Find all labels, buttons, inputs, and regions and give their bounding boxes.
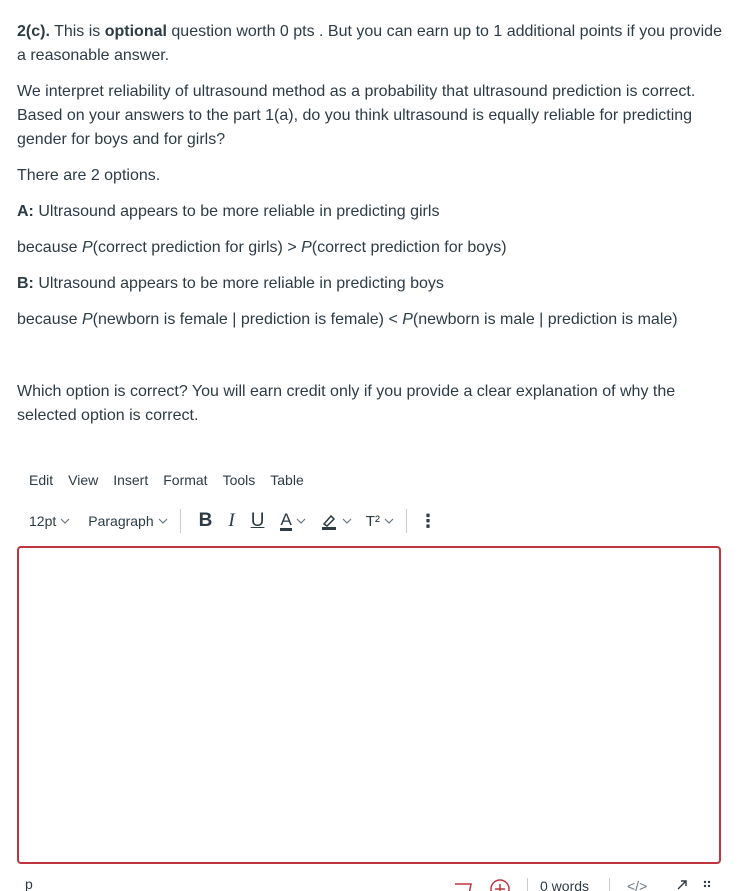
- toolbar-divider: [406, 509, 407, 533]
- editor-statusbar: [17, 872, 722, 891]
- italic-button[interactable]: I: [228, 510, 235, 531]
- question-text: [17, 20, 722, 440]
- option-a: A: Ultrasound appears to be more reliable in predicting girls: [17, 203, 440, 220]
- accessibility-checker-icon[interactable]: [453, 880, 473, 891]
- font-size-select[interactable]: 12pt: [29, 507, 70, 535]
- chevron-down-icon: [158, 516, 168, 526]
- underline-button[interactable]: U: [250, 510, 265, 531]
- superscript-button[interactable]: T²: [366, 507, 394, 535]
- question-intro: 2(c). This is optional question worth 0 pts . But you can earn up to 1 additional points if you provide a reasonable answer.: [17, 23, 722, 64]
- options-intro: There are 2 options.: [17, 167, 161, 184]
- question-paragraph: We interpret reliability of ultrasound method as a probability that ultrasound prediction is correct. Based on your answers to the part 1(a), do you think ultrasound is equally reliable for predicting gender for boys and for girls?: [17, 83, 696, 148]
- word-count[interactable]: 0 words: [540, 878, 590, 891]
- more-options-button[interactable]: ⋮: [418, 510, 437, 531]
- highlighter-icon: [320, 512, 338, 530]
- menu-edit[interactable]: Edit: [29, 472, 54, 488]
- question-label: 2(c).: [17, 23, 50, 40]
- add-content-icon[interactable]: [489, 878, 511, 891]
- toolbar-divider: [527, 878, 528, 891]
- answer-editor[interactable]: [17, 546, 721, 864]
- chevron-down-icon: [296, 516, 306, 526]
- html-editor-toggle[interactable]: </>: [627, 878, 648, 891]
- menu-table[interactable]: Table: [270, 472, 304, 488]
- chevron-down-icon: [384, 516, 394, 526]
- resize-handle-icon[interactable]: [703, 880, 711, 891]
- editor-menubar: [29, 472, 319, 492]
- option-a-reason: because P(correct prediction for girls) > P(correct prediction for boys): [17, 239, 507, 256]
- toolbar-divider: [609, 878, 610, 891]
- menu-tools[interactable]: Tools: [222, 472, 256, 488]
- menu-view[interactable]: View: [68, 472, 99, 488]
- option-b-reason: because P(newborn is female | prediction is female) < P(newborn is male | prediction is male): [17, 311, 678, 328]
- text-color-button[interactable]: A: [280, 507, 305, 535]
- question-closing: Which option is correct? You will earn credit only if you provide a clear explanation of why the selected option is correct.: [17, 383, 676, 424]
- menu-insert[interactable]: Insert: [113, 472, 149, 488]
- toolbar-divider: [180, 509, 181, 533]
- bold-button[interactable]: B: [198, 510, 213, 531]
- option-b: B: Ultrasound appears to be more reliable in predicting boys: [17, 275, 444, 292]
- chevron-down-icon: [60, 516, 70, 526]
- chevron-down-icon: [342, 516, 352, 526]
- fullscreen-icon[interactable]: [675, 878, 689, 891]
- element-path[interactable]: p: [25, 876, 33, 891]
- highlight-color-button[interactable]: [320, 507, 352, 535]
- menu-format[interactable]: Format: [163, 472, 208, 488]
- block-format-select[interactable]: Paragraph: [88, 507, 167, 535]
- editor-toolbar: [29, 507, 453, 535]
